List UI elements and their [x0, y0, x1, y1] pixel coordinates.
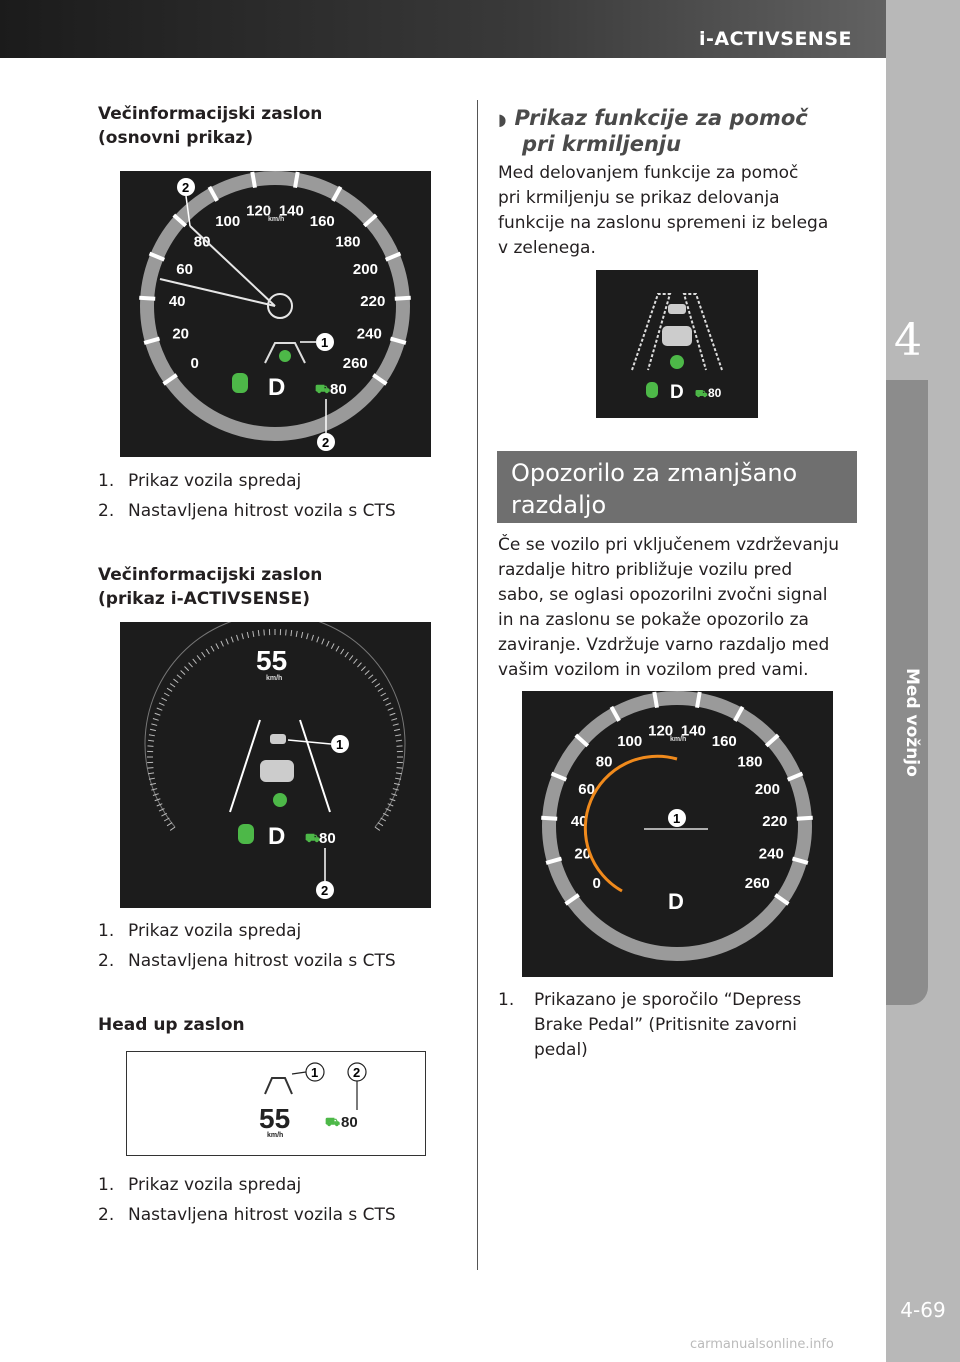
fine-tick	[147, 768, 153, 769]
fine-tick	[381, 693, 386, 696]
fine-tick	[157, 708, 163, 710]
fine-tick	[231, 637, 233, 643]
fine-tick	[383, 698, 388, 701]
fine-tick	[397, 746, 403, 747]
fine-tick	[148, 773, 154, 774]
fine-tick	[372, 679, 377, 683]
fine-tick	[253, 631, 254, 637]
list-item: 2. Nastavljena hitrost vozila s CTS	[98, 1205, 396, 1225]
chapter-title: i-ACTIVSENSE	[698, 28, 852, 50]
gauge-speed-label: 260	[342, 355, 368, 373]
callout-1-line	[288, 740, 331, 744]
gauge-speed-label: 0	[592, 875, 601, 893]
fine-tick	[247, 632, 248, 638]
callout-1-label: 1	[321, 335, 329, 350]
fine-tick	[378, 688, 383, 691]
fine-tick	[341, 649, 344, 654]
section-heading-hud: Head up zaslon	[98, 1015, 245, 1035]
own-vehicle-icon	[260, 760, 294, 782]
fine-tick	[177, 675, 182, 679]
steering-assist-svg	[596, 270, 758, 418]
cruise-icon: ⛟	[305, 831, 321, 845]
vehicle-ahead-icon	[668, 304, 686, 314]
steering-assist-icon	[279, 350, 291, 362]
fine-tick	[173, 679, 178, 683]
callout-1-line	[292, 1072, 306, 1074]
fine-tick	[395, 735, 401, 736]
fine-tick	[378, 823, 383, 826]
callout-2-label: 2	[353, 1065, 361, 1080]
hud-speed-unit: km/h	[267, 1132, 284, 1139]
gauge-speed-label: 80	[193, 233, 211, 251]
gauge-major-tick	[295, 172, 298, 188]
callout-2-label: 2	[322, 435, 330, 450]
callout-2b-label: 2	[182, 180, 190, 195]
list-warning	[498, 988, 801, 1063]
fine-tick	[307, 633, 309, 639]
gauge-speed-label: 80	[595, 753, 613, 771]
gauge-speed-label: 20	[574, 845, 592, 863]
list-item: 1. Prikaz vozila spredaj	[98, 921, 302, 941]
fine-tick	[167, 823, 172, 826]
fine-tick	[291, 630, 292, 636]
distance-warning-paragraph: Če se vozilo pri vključenem vzdrževanju razdalje hitro približuje vozilu pred sabo, se oglasi opozorilni zvočni signal in na zaslonu se pokaže opozorilo za zaviranje. Vzdržuje varno razdaljo med vašim vozilom in vozilom pred vami.	[498, 535, 840, 680]
gear-indicator: D	[670, 382, 684, 403]
fine-tick	[184, 666, 188, 670]
gauge-speed-label: 60	[176, 261, 193, 279]
list-item-cont: Brake Pedal” (Pritisnite zavorni	[534, 1015, 797, 1035]
gauge-speed-label: 200	[352, 261, 378, 279]
fine-tick	[296, 631, 297, 637]
fine-tick	[317, 637, 319, 643]
hud-speed-value: 55	[259, 1103, 291, 1134]
gauge-speed-label: 220	[360, 293, 386, 311]
gauge-major-tick	[797, 818, 813, 819]
fine-tick	[170, 684, 175, 687]
column-divider	[477, 100, 478, 1270]
gauge-speed-label: 200	[754, 781, 780, 799]
fine-tick	[159, 703, 164, 706]
gauge-speed-label: 40	[168, 293, 186, 311]
heading-line: (prikaz i-ACTIVSENSE)	[98, 589, 311, 609]
lane-keep-icon	[646, 382, 658, 398]
activsense-display-svg	[120, 622, 431, 908]
fine-tick	[393, 789, 399, 791]
steering-assist-icon	[273, 793, 287, 807]
cruise-icon: ⛟	[695, 389, 708, 400]
fine-tick	[396, 773, 402, 774]
fine-tick	[327, 641, 330, 646]
fine-tick	[161, 698, 166, 701]
gauge-speed-label: 120	[246, 202, 272, 220]
fine-tick	[312, 635, 314, 641]
callout-1-label: 1	[336, 737, 344, 752]
fine-tick	[386, 703, 391, 706]
list-item: 1. Prikaz vozila spredaj	[98, 471, 302, 491]
fine-tick	[149, 735, 155, 736]
section-heading-mid-basic	[98, 102, 322, 150]
gear-indicator: D	[268, 374, 286, 401]
gear-indicator: D	[668, 889, 684, 914]
gauge-major-tick	[139, 298, 155, 299]
fine-tick	[237, 635, 239, 641]
steering-assist-figure	[596, 270, 758, 418]
fine-tick	[197, 655, 201, 660]
hud-set-speed-value: 80	[341, 1114, 358, 1131]
fine-tick	[202, 652, 205, 657]
callout-1-label: 1	[311, 1065, 319, 1080]
fine-tick	[206, 649, 209, 654]
gauge-speed-label: 160	[711, 733, 737, 751]
speed-unit-label: km/h	[268, 216, 285, 223]
gauge-speed-label: 220	[762, 813, 788, 831]
section-box-distance-warning: Opozorilo za zmanjšano razdaljo	[497, 451, 857, 523]
fine-tick	[170, 827, 175, 830]
fine-tick	[391, 719, 397, 721]
fine-tick	[211, 646, 214, 651]
fine-tick	[301, 632, 302, 638]
gauge-warning-figure	[522, 691, 833, 977]
gauge-speed-label: 20	[172, 325, 190, 343]
fine-tick	[388, 708, 394, 710]
list-hud	[98, 1170, 396, 1230]
gauge-basic-figure	[120, 171, 431, 457]
fine-tick	[167, 688, 172, 691]
fine-tick	[151, 724, 157, 726]
vehicle-ahead-icon	[270, 734, 286, 744]
fine-tick	[394, 729, 400, 730]
fine-tick	[221, 641, 224, 646]
list-item: 2. Nastavljena hitrost vozila s CTS	[98, 951, 396, 971]
callout-1-label: 1	[673, 811, 681, 826]
heading-line: Večinformacijski zaslon	[98, 104, 323, 124]
fine-tick	[148, 740, 154, 741]
fine-tick	[264, 629, 265, 635]
heading-line: (osnovni prikaz)	[98, 128, 254, 148]
set-speed-value: 80	[708, 386, 722, 400]
list-item: 1. Prikazano je sporočilo “Depress	[498, 990, 802, 1010]
vehicle-ahead-icon	[265, 1078, 292, 1094]
fine-tick	[147, 746, 153, 747]
gauge-speed-label: 120	[648, 722, 674, 740]
fine-tick	[150, 729, 156, 730]
fine-tick	[153, 719, 159, 721]
list-item: 2. Nastavljena hitrost vozila s CTS	[98, 501, 396, 521]
fine-tick	[345, 652, 348, 657]
lane-keep-icon	[232, 373, 248, 393]
lane-line-right	[300, 720, 330, 812]
gauge-activsense-figure	[120, 622, 431, 908]
fine-tick	[226, 639, 228, 645]
gauge-speed-labels	[169, 202, 386, 372]
speedometer-basic-svg	[120, 171, 431, 457]
cruise-icon: ⛟	[315, 382, 331, 396]
fine-tick	[397, 768, 403, 769]
fine-tick	[390, 713, 396, 715]
gauge-major-tick	[252, 172, 255, 188]
own-vehicle-icon	[662, 326, 692, 346]
fine-tick	[258, 630, 259, 636]
lane-line-left	[230, 720, 260, 812]
gauge-major-tick	[654, 692, 657, 708]
section-heading-mid-activsense	[98, 563, 322, 611]
steering-assist-icon	[670, 355, 684, 369]
fine-tick	[353, 659, 357, 664]
fine-tick	[155, 713, 161, 715]
lane-keep-icon	[238, 824, 254, 844]
fine-tick	[322, 639, 324, 645]
fine-tick	[286, 629, 287, 635]
gauge-speed-label: 160	[309, 213, 335, 231]
gauge-speed-labels	[571, 722, 788, 892]
steering-paragraph: Med delovanjem funkcije za pomoč pri krmiljenju se prikaz delovanja funkcije na zaslonu spremeni iz belega v zelenega.	[498, 163, 829, 258]
fine-tick	[368, 675, 373, 679]
fine-tick	[349, 655, 353, 660]
gauge-speed-label: 180	[335, 233, 361, 251]
fine-tick	[357, 663, 361, 667]
gauge-speed-label: 240	[758, 845, 784, 863]
list-item: 1. Prikaz vozila spredaj	[98, 1175, 302, 1195]
fine-tick	[193, 659, 197, 664]
page-header	[0, 0, 960, 58]
gauge-needle	[190, 226, 275, 306]
list-basic	[98, 466, 396, 526]
gauge-speed-label: 180	[737, 753, 763, 771]
chapter-number: 4	[894, 315, 922, 366]
watermark-text: carmanualsonline.info	[690, 1337, 834, 1352]
fine-tick	[164, 693, 169, 696]
warning-arc	[585, 753, 677, 891]
gauge-speed-label: 240	[356, 325, 382, 343]
gauge-speed-label: 100	[215, 213, 241, 231]
set-speed-value: 80	[319, 830, 336, 847]
fine-tick	[361, 666, 365, 670]
fine-tick	[151, 789, 157, 791]
fine-tick	[336, 646, 339, 651]
cruise-icon: ⛟	[325, 1115, 341, 1129]
fine-tick	[164, 818, 169, 821]
fine-tick	[242, 633, 244, 639]
subsection-heading-steering: ◗ Prikaz funkcije za pomoč pri krmiljenju	[498, 106, 808, 156]
speedometer-warning-svg	[522, 691, 833, 977]
chapter-tab-label: Med vožnjo	[902, 668, 922, 777]
fine-tick	[396, 740, 402, 741]
callout-2-label: 2	[321, 883, 329, 898]
gauge-speed-label: 40	[570, 813, 588, 831]
hud-display-svg	[127, 1052, 425, 1155]
gauge-speed-label: 260	[744, 875, 770, 893]
fine-tick	[189, 663, 193, 667]
gauge-speed-label: 60	[578, 781, 595, 799]
fine-tick	[331, 643, 334, 648]
gauge-speed-label: 140	[278, 202, 304, 220]
digital-speed-unit: km/h	[266, 675, 283, 682]
gauge-major-tick	[697, 692, 700, 708]
fine-tick	[375, 827, 380, 830]
gauge-speed-label: 0	[190, 355, 199, 373]
fine-tick	[216, 643, 219, 648]
page-number: 4-69	[900, 1298, 946, 1322]
fine-tick	[393, 724, 399, 726]
heading-line: Večinformacijski zaslon	[98, 565, 323, 585]
gauge-speed-label: 140	[680, 722, 706, 740]
list-activsense	[98, 916, 396, 976]
set-speed-value: 80	[330, 381, 347, 398]
digital-speed-value: 55	[256, 645, 288, 676]
speed-unit-label: km/h	[670, 736, 687, 743]
list-item-cont: pedal)	[534, 1040, 588, 1060]
fine-tick	[381, 818, 386, 821]
gauge-major-tick	[541, 818, 557, 819]
gear-indicator: D	[268, 823, 286, 850]
fine-tick	[365, 671, 369, 675]
fine-tick	[181, 671, 185, 675]
section-marker-icon: ◗	[498, 110, 507, 129]
hud-figure	[126, 1051, 426, 1156]
fine-tick	[375, 684, 380, 687]
gauge-major-tick	[395, 298, 411, 299]
gauge-speed-label: 100	[617, 733, 643, 751]
